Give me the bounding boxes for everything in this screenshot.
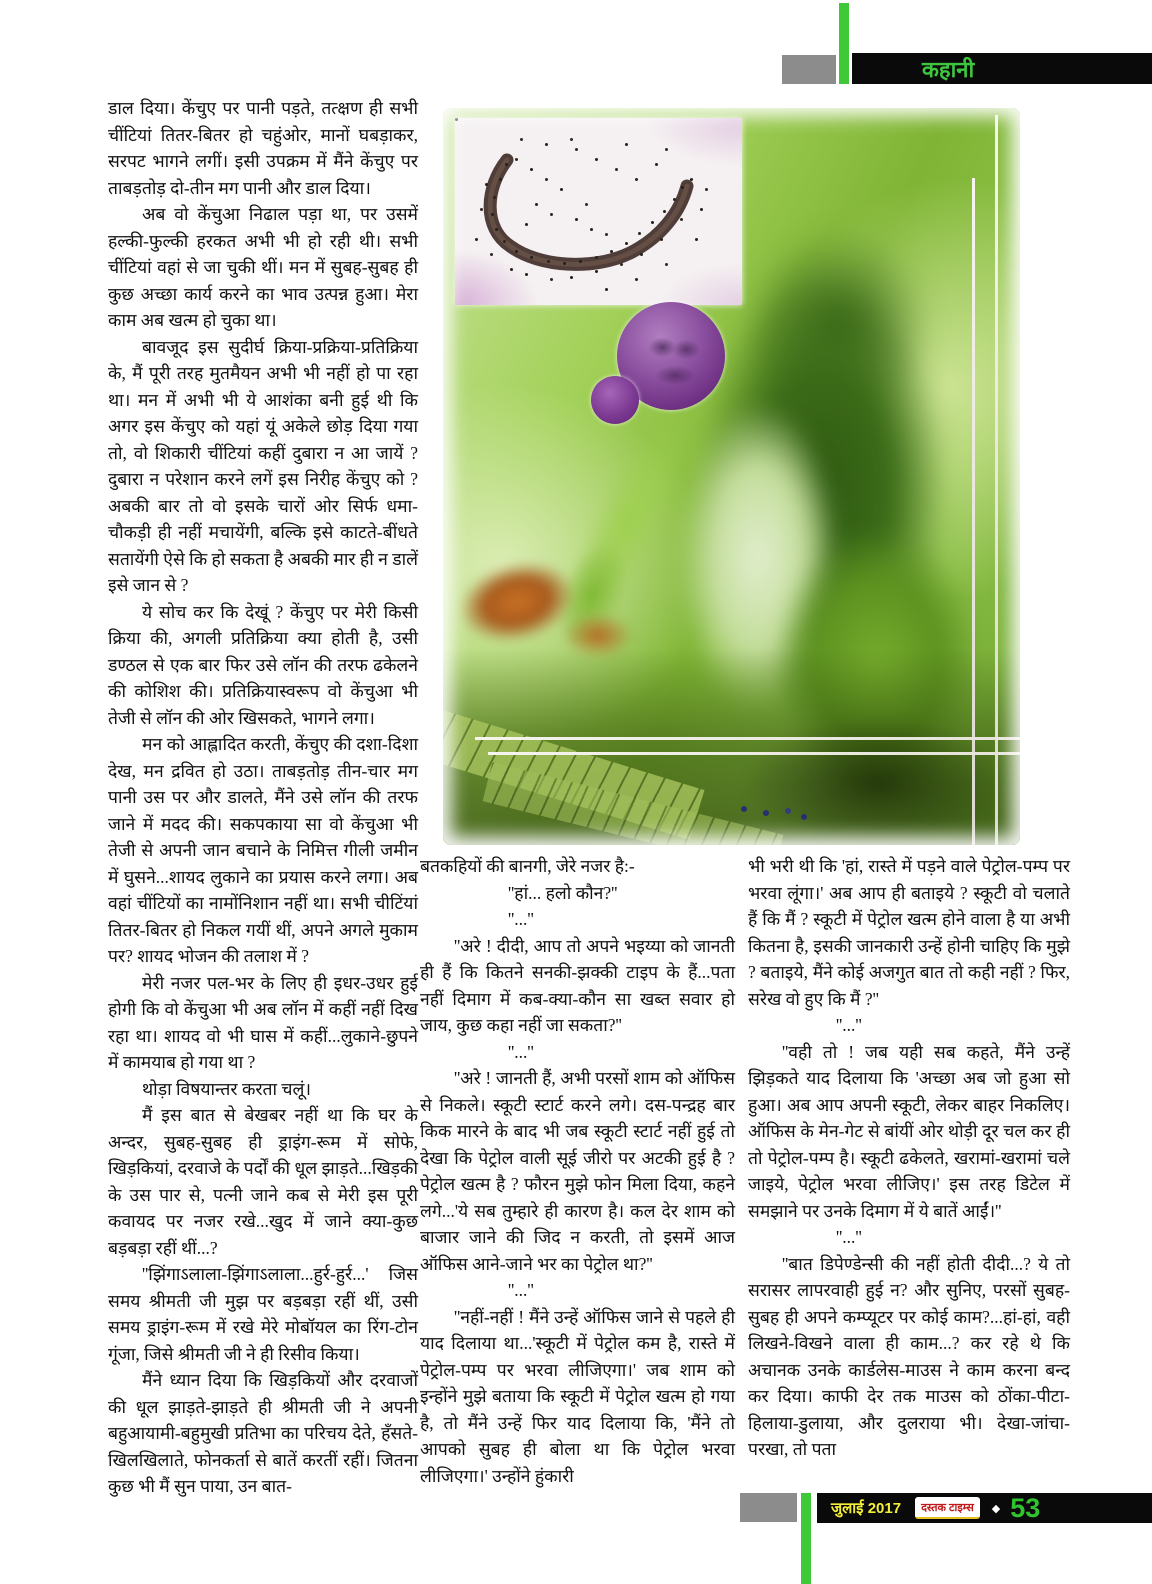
story-paragraph: भी भरी थी कि 'हां, रास्ते में पड़ने वाले पेट्रोल-पम्प पर भरवा लूंगा।' अब आप ही बताइये ? स्कूटी वो चलाते हैं कि मैं ? स्कूटी में पेट्रोल खत्म होने वाला है या अभी कितना है, इसकी जानकारी उन्हें होनी चाहिए कि मुझे ? बताइये, मैंने कोई अजगुत बात तो कही नहीं ? फिर, सरेख वो हुए कि मैं ?''	[748, 856, 1070, 1009]
story-paragraph: अब वो केंचुआ निढाल पड़ा था, पर उसमें हल्की-फुल्की हरकत अभी भी हो रही थी। सभी चींटियां वहां से जा चुकी थीं। मन में सुबह-सुबह ही कुछ अच्छा कार्य करने का भाव उत्पन्न हुआ। मेरा काम अब खत्म हो चुका था।	[108, 204, 418, 330]
story-paragraph: मेरी नजर पल-भर के लिए ही इधर-उधर हुई होगी कि वो केंचुआ भी अब लॉन में कहीं नहीं दिख रहा था। शायद वो भी घास में कहीं...लुकाने-छुपने में कामयाब हो गया था ?	[108, 972, 418, 1072]
story-paragraph: मैंने ध्यान दिया कि खिड़कियों और दरवाजों की धूल झाड़ते-झाड़ते ही श्रीमती जी ने अपनी बहुआयामी-बहुमुखी प्रतिभा का परिचय देते, हँसते-खिलखिलाते, फोनकर्ता से बातें करतीं रहीं। जितना कुछ भी मैं सुन पाया, उन बात-	[108, 1370, 418, 1496]
story-paragraph: मैं इस बात से बेखबर नहीं था कि घर के अन्दर, सुबह-सुबह ही ड्राइंग-रूम में सोफे, खिड़कियां, दरवाजे के पर्दों की धूल झाड़ते...खिड़की के उस पार से, पत्नी जाने कब से मेरी इस पूरी कवायद पर नजर रखे...खुद में जाने क्या-कुछ बड़बड़ा रहीं थीं...?	[108, 1105, 418, 1258]
story-paragraph: ''...''	[508, 909, 534, 929]
story-paragraph: बतकहियों की बानगी, जेरे नजर है:-	[420, 856, 635, 876]
story-paragraph: ''वही तो ! जब यही सब कहते, मैंने उन्हें झिड़कते याद दिलाया कि 'अच्छा अब जो हुआ सो हुआ। अब आप अपनी स्कूटी, लेकर बाहर निकलिए। ऑफिस के मेन-गेट से बांयीं ओर थोड़ी दूर चल कर ही तो पेट्रोल-पम्प है। स्कूटी ढकेलते, खरामां-खरामां चले जाइये, पेट्रोल भरवा लीजिए।' इस तरह डिटेल में समझाने पर उनके दिमाग में ये बातें आईं।''	[748, 1041, 1070, 1221]
story-paragraph: ''...''	[836, 1227, 862, 1247]
diamond-icon: ◆	[991, 1502, 1001, 1515]
story-column-left	[108, 95, 418, 1500]
illustration-soft-edge	[443, 108, 1020, 845]
story-column-middle	[420, 853, 735, 1489]
footer-issue-date: जुलाई 2017	[831, 1500, 902, 1517]
footer-accent-bar	[801, 1493, 811, 1584]
story-paragraph: डाल दिया। केंचुए पर पानी पड़ते, तत्क्षण ही सभी चींटियां तितर-बितर हो चहुंओर, मानों घबड़ाकर, सरपट भागने लगीं। इसी उपक्रम में मैंने केंचुए पर ताबड़तोड़ दो-तीन मग पानी और डाल दिया।	[108, 98, 418, 198]
page-number: 53	[1010, 1492, 1041, 1523]
section-header-bar	[852, 53, 1152, 84]
story-column-right	[748, 853, 1070, 1463]
story-paragraph: ''...''	[836, 1015, 862, 1035]
magazine-logo	[915, 1497, 980, 1519]
story-paragraph: ''बात डिपेण्डेन्सी की नहीं होती दीदी...? ये तो सरासर लापरवाही हुई न? और सुनिए, परसों सुबह-सुबह ही अपने कम्प्यूटर पर कोई काम?...हां-हां, वही लिखने-विखने वाला ही काम...? कर रहे थे कि अचानक उनके कार्डलेस-माउस ने काम करना बन्द कर दिया। काफी देर तक माउस को ठोंका-पीटा-हिलाया-डुलाया, और दुलराया भी। देखा-जांचा-परखा, तो पता	[748, 1253, 1070, 1459]
story-paragraph: थोड़ा विषयान्तर करता चलूं।	[142, 1078, 312, 1099]
footer-gray-block	[740, 1493, 797, 1522]
story-paragraph: मन को आह्लादित करती, केंचुए की दशा-दिशा देख, मन द्रवित हो उठा। ताबड़तोड़ तीन-चार मग पानी उस पर और डालते, मैंने उसे लॉन की तरफ जाने में मदद की। सकपकाया सा वो केंचुआ भी तेजी से अपनी जान बचाने के निमित्त गीली जमीन में घुसने...शायद लुकाने का प्रयास करने लगा। अब वहां चींटियों का नामोंनिशान नहीं था। सभी चीटिंयां तितर-बितर हो निकल गयीं थीं, अपने अगले मुकाम पर? शायद भोजन की तलाश में ?	[108, 734, 418, 966]
story-paragraph: ये सोच कर कि देखूं ? केंचुए पर मेरी किसी क्रिया की, अगली प्रतिक्रिया क्या होती है, उसी डण्ठल से एक बार फिर उसे लॉन की तरफ ढकेलने की कोशिश की। प्रतिक्रियास्वरूप वो केंचुआ भी तेजी से लॉन की ओर खिसकते, भागने लगा।	[108, 601, 418, 728]
story-paragraph: ''अरे ! दीदी, आप तो अपने भइय्या को जानती ही हैं कि कितने सनकी-झक्की टाइप के हैं...पता नहीं दिमाग में कब-क्या-कौन सा खब्त सवार हो जाय, कुछ कहा नहीं जा सकता?''	[420, 935, 735, 1035]
story-paragraph: ''...''	[508, 1041, 534, 1062]
footer-bar	[817, 1493, 1152, 1523]
magazine-logo-text: दस्तक टाइम्स	[921, 1501, 974, 1514]
header-accent-bar	[839, 3, 849, 84]
story-paragraph: ''झिंगाऽलाला-झिंगाऽलाला...हुर्र-हुर्र...' जिस समय श्रीमती जी मुझ पर बड़बड़ा रहीं थीं, उसी समय ड्राइंग-रूम में रखे मेरे मोबॉयल का रिंग-टोन गूंजा, जिसे श्रीमती जी ने ही रिसीव किया।	[108, 1264, 418, 1364]
story-paragraph: ''हां... हलो कौन?''	[508, 882, 618, 903]
header-gray-block	[782, 55, 836, 84]
story-illustration	[443, 108, 1020, 845]
story-paragraph: ''अरे ! जानती हैं, अभी परसों शाम को ऑफिस से निकले। स्कूटी स्टार्ट करने लगे। दस-पन्द्रह बार किक मारने के बाद भी जब स्कूटी स्टार्ट नहीं हुई तो देखा कि पेट्रोल वाली सूई जीरो पर अटकी हुई है ? पेट्रोल खत्म है ? फौरन मुझे फोन मिला दिया, कहने लगे...'ये सब तुम्हारे ही कारण है। कल देर शाम को बाजार जाने की जिद न करती, तो इसमें आज ऑफिस आने-जाने भर का पेट्रोल था?''	[420, 1068, 735, 1274]
section-title: कहानी	[922, 56, 975, 82]
story-paragraph: ''नहीं-नहीं ! मैंने उन्हें ऑफिस जाने से पहले ही याद दिलाया था...'स्कूटी में पेट्रोल कम है, रास्ते में पेट्रोल-पम्प पर भरवा लीजिएगा।' जब शाम को इन्होंने मुझे बताया कि स्कूटी में पेट्रोल खत्म हो गया है, तो मैंने उन्हें फिर याद दिलाया कि, 'मैंने तो आपको सुबह ही बोला था कि पेट्रोल भरवा लीजिएगा।' उन्होंने हुंकारी	[420, 1306, 735, 1486]
story-paragraph: बावजूद इस सुदीर्घ क्रिया-प्रक्रिया-प्रतिक्रिया के, मैं पूरी तरह मुतमैयन अभी भी नहीं हो पा रहा था। मन में अभी भी ये आशंका बनी हुई थी कि अगर इस केंचुए को यहां यूं अकेले छोड़ दिया गया तो, वो शिकारी चींटियां कहीं दुबारा न आ जायें ? दुबारा न परेशान करने लगें इस निरीह केंचुए को ? अबकी बार तो वो इसके चारों ओर सिर्फ धमा-चौकड़ी ही नहीं मचायेंगी, बल्कि इसे काटते-बींधते सतायेंगी ऐसे कि हो सकता है अबकी मार ही न डालें इसे जान से ?	[108, 336, 418, 595]
story-paragraph: ''...''	[508, 1280, 534, 1300]
